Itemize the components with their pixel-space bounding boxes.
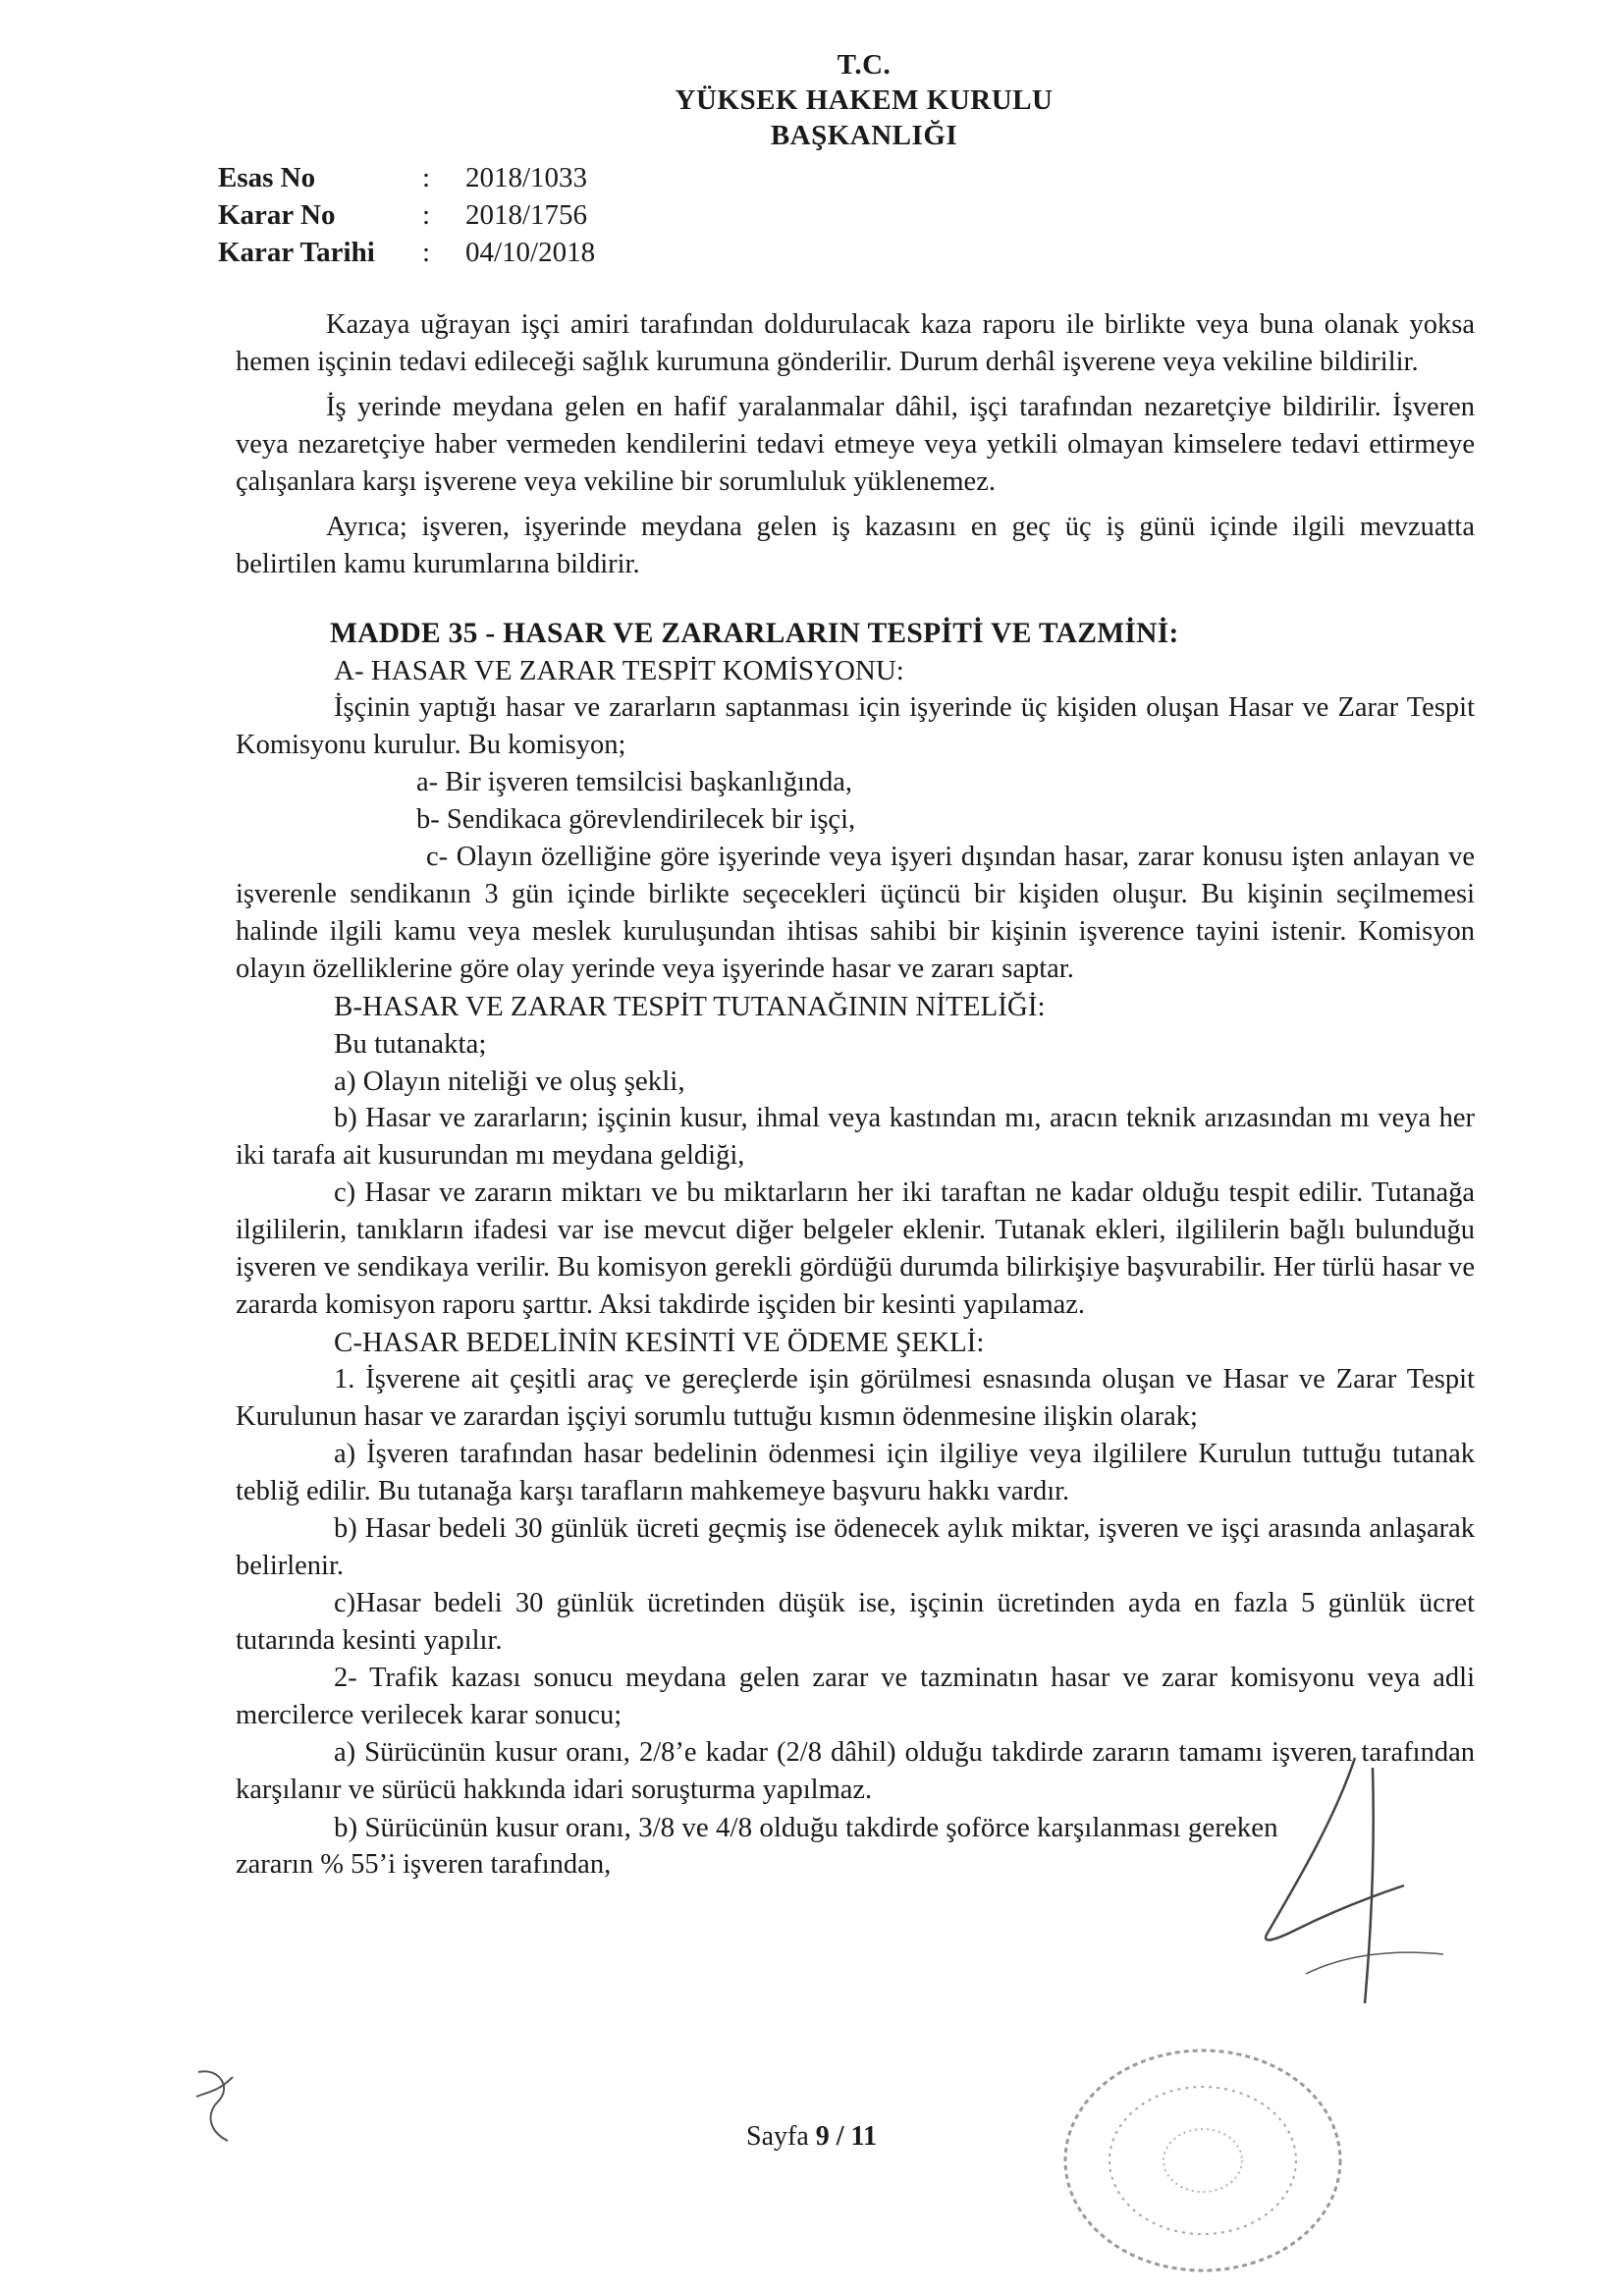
section-b-paragraph: Bu tutanakta;	[334, 1028, 487, 1060]
section-c-item-2b-line2: zararın % 55’i işveren tarafından,	[236, 1849, 612, 1880]
intro-paragraph-1: Kazaya uğrayan işçi amiri tarafından doldurulacak kaza raporu ile birlikte veya buna olanak yoksa hemen işçinin tedavi edileceği sağlık kurumuna gönderilir. Durum derhâl işverene veya vekiline bildirilir.	[236, 309, 1475, 377]
meta-label: Karar Tarihi	[218, 237, 375, 268]
meta-value: 04/10/2018	[465, 237, 596, 268]
meta-colon: :	[422, 199, 431, 231]
section-a-item-a: a- Bir işveren temsilcisi başkanlığında,	[416, 767, 853, 797]
document-body	[236, 306, 1475, 1884]
meta-row-esas	[218, 159, 595, 196]
section-c-item-1c: c)Hasar bedeli 30 günlük ücretinden düşük ise, işçinin ücretinden ayda en fazla 5 günlük ücret tutarında kesinti yapılır.	[236, 1588, 1475, 1656]
signature-mark	[1208, 1738, 1473, 2033]
meta-label: Esas No	[218, 162, 316, 193]
case-metadata	[218, 159, 595, 271]
section-c-item-1a: a) İşveren tarafından hasar bedelinin ödenmesi için ilgiliye veya ilgililere Kurulun tuttuğu tutanak tebliğ edilir. Bu tutanağa karşı tarafların mahkemeye başvuru hakkı vardır.	[236, 1439, 1475, 1506]
meta-row-karar	[218, 196, 595, 234]
section-a-title: A- HASAR VE ZARAR TESPİT KOMİSYONU:	[334, 655, 904, 686]
section-c-item-2: 2- Trafik kazası sonucu meydana gelen zarar ve tazminatın hasar ve zarar komisyonu veya adli mercilerce verilecek karar sonucu;	[236, 1663, 1475, 1730]
page-number: 9 / 11	[815, 2121, 877, 2152]
meta-label: Karar No	[218, 199, 336, 231]
intro-paragraph-3: Ayrıca; işveren, işyerinde meydana gelen iş kazasını en geç üç iş günü içinde ilgili mevzuatta belirtilen kamu kurumlarına bildirir.	[236, 512, 1475, 579]
meta-row-tarih	[218, 234, 595, 271]
section-c-item-2a: a) Sürücünün kusur oranı, 2/8’e kadar (2/8 dâhil) olduğu takdirde zararın tamamı işveren tarafından karşılanır ve sürücü hakkında idari soruşturma yapılmaz.	[236, 1737, 1475, 1805]
section-b-item-a: a) Olayın niteliği ve oluş şekli,	[334, 1066, 685, 1097]
section-a-paragraph: İşçinin yaptığı hasar ve zararların saptanması için işyerinde üç kişiden oluşan Hasar ve Zarar Tespit Komisyonu kurulur. Bu komisyon;	[236, 692, 1475, 760]
page-footer-prefix: Sayfa	[746, 2121, 816, 2152]
header-presidency: BAŞKANLIĞI	[770, 120, 958, 151]
section-b-item-b: b) Hasar ve zararların; işçinin kusur, ihmal veya kastından mı, aracın teknik arızasından mı veya her iki tarafa ait kusurundan mı meydana geldiği,	[236, 1103, 1475, 1171]
section-c-item-1b: b) Hasar bedeli 30 günlük ücreti geçmiş ise ödenecek aylık miktar, işveren ve işçi arasında anlaşarak belirlenir.	[236, 1513, 1475, 1581]
section-b-item-c: c) Hasar ve zararın miktarı ve bu miktarların her iki taraftan ne kadar olduğu tespit edilir. Tutanağa ilgililerin, tanıkların ifadesi var ise mevcut diğer belgeler eklenir. Tutanak ekleri, ilgililerin bağlı bulunduğu işveren ve sendikaya verilir. Bu komisyon gerekli gördüğü durumda bilirkişiye başvurabilir. Her türlü hasar ve zararda komisyon raporu şarttır. Aksi takdirde işçiden bir kesinti yapılamaz.	[236, 1177, 1475, 1320]
section-a-item-c: c- Olayın özelliğine göre işyerinde veya işyeri dışından hasar, zarar konusu işten anlayan ve işverenle sendikanın 3 gün içinde birlikte seçecekleri üçüncü bir kişiden oluşur. Bu kişinin seçilmemesi halinde ilgili kamu veya meslek kuruluşundan ihtisas sahibi bir kişinin işverence tayini istenir. Komisyon olayın özelliklerine göre olay yerinde veya işyerinde hasar ve zararı saptar.	[236, 842, 1475, 984]
meta-value: 2018/1033	[465, 162, 588, 193]
meta-colon: :	[422, 162, 431, 193]
section-c-item-2b-line1: b) Sürücünün kusur oranı, 3/8 ve 4/8 olduğu takdirde şoförce karşılanması gereken	[334, 1812, 1278, 1843]
section-b-title: B-HASAR VE ZARAR TESPİT TUTANAĞININ NİTELİĞİ:	[334, 991, 1046, 1022]
meta-colon: :	[422, 237, 431, 268]
section-c-item-1: 1. İşverene ait çeşitli araç ve gereçlerde işin görülmesi esnasında oluşan ve Hasar ve Zarar Tespit Kurulunun hasar ve zarardan işçiyi sorumlu tuttuğu kısmın ödenmesine ilişkin olarak;	[236, 1364, 1475, 1432]
header-organization: YÜKSEK HAKEM KURULU	[675, 84, 1054, 116]
header-tc: T.C.	[837, 49, 892, 81]
page-footer	[0, 2121, 1623, 2153]
intro-paragraph-2: İş yerinde meydana gelen en hafif yaralanmalar dâhil, işçi tarafından nezaretçiye bildirilir. İşveren veya nezaretçiye haber vermeden kendilerini tedavi etmeye veya yetkili olmayan kimselere tedavi ettirmeye çalışanlara karşı işverene veya vekiline bir sorumluluk yüklenemez.	[236, 392, 1475, 497]
article-title: MADDE 35 - HASAR VE ZARARLARIN TESPİTİ VE TAZMİNİ:	[330, 618, 1179, 649]
section-c-title: C-HASAR BEDELİNİN KESİNTİ VE ÖDEME ŞEKLİ:	[334, 1327, 985, 1358]
section-a-item-b: b- Sendikaca görevlendirilecek bir işçi,	[416, 804, 856, 835]
meta-value: 2018/1756	[465, 199, 588, 231]
